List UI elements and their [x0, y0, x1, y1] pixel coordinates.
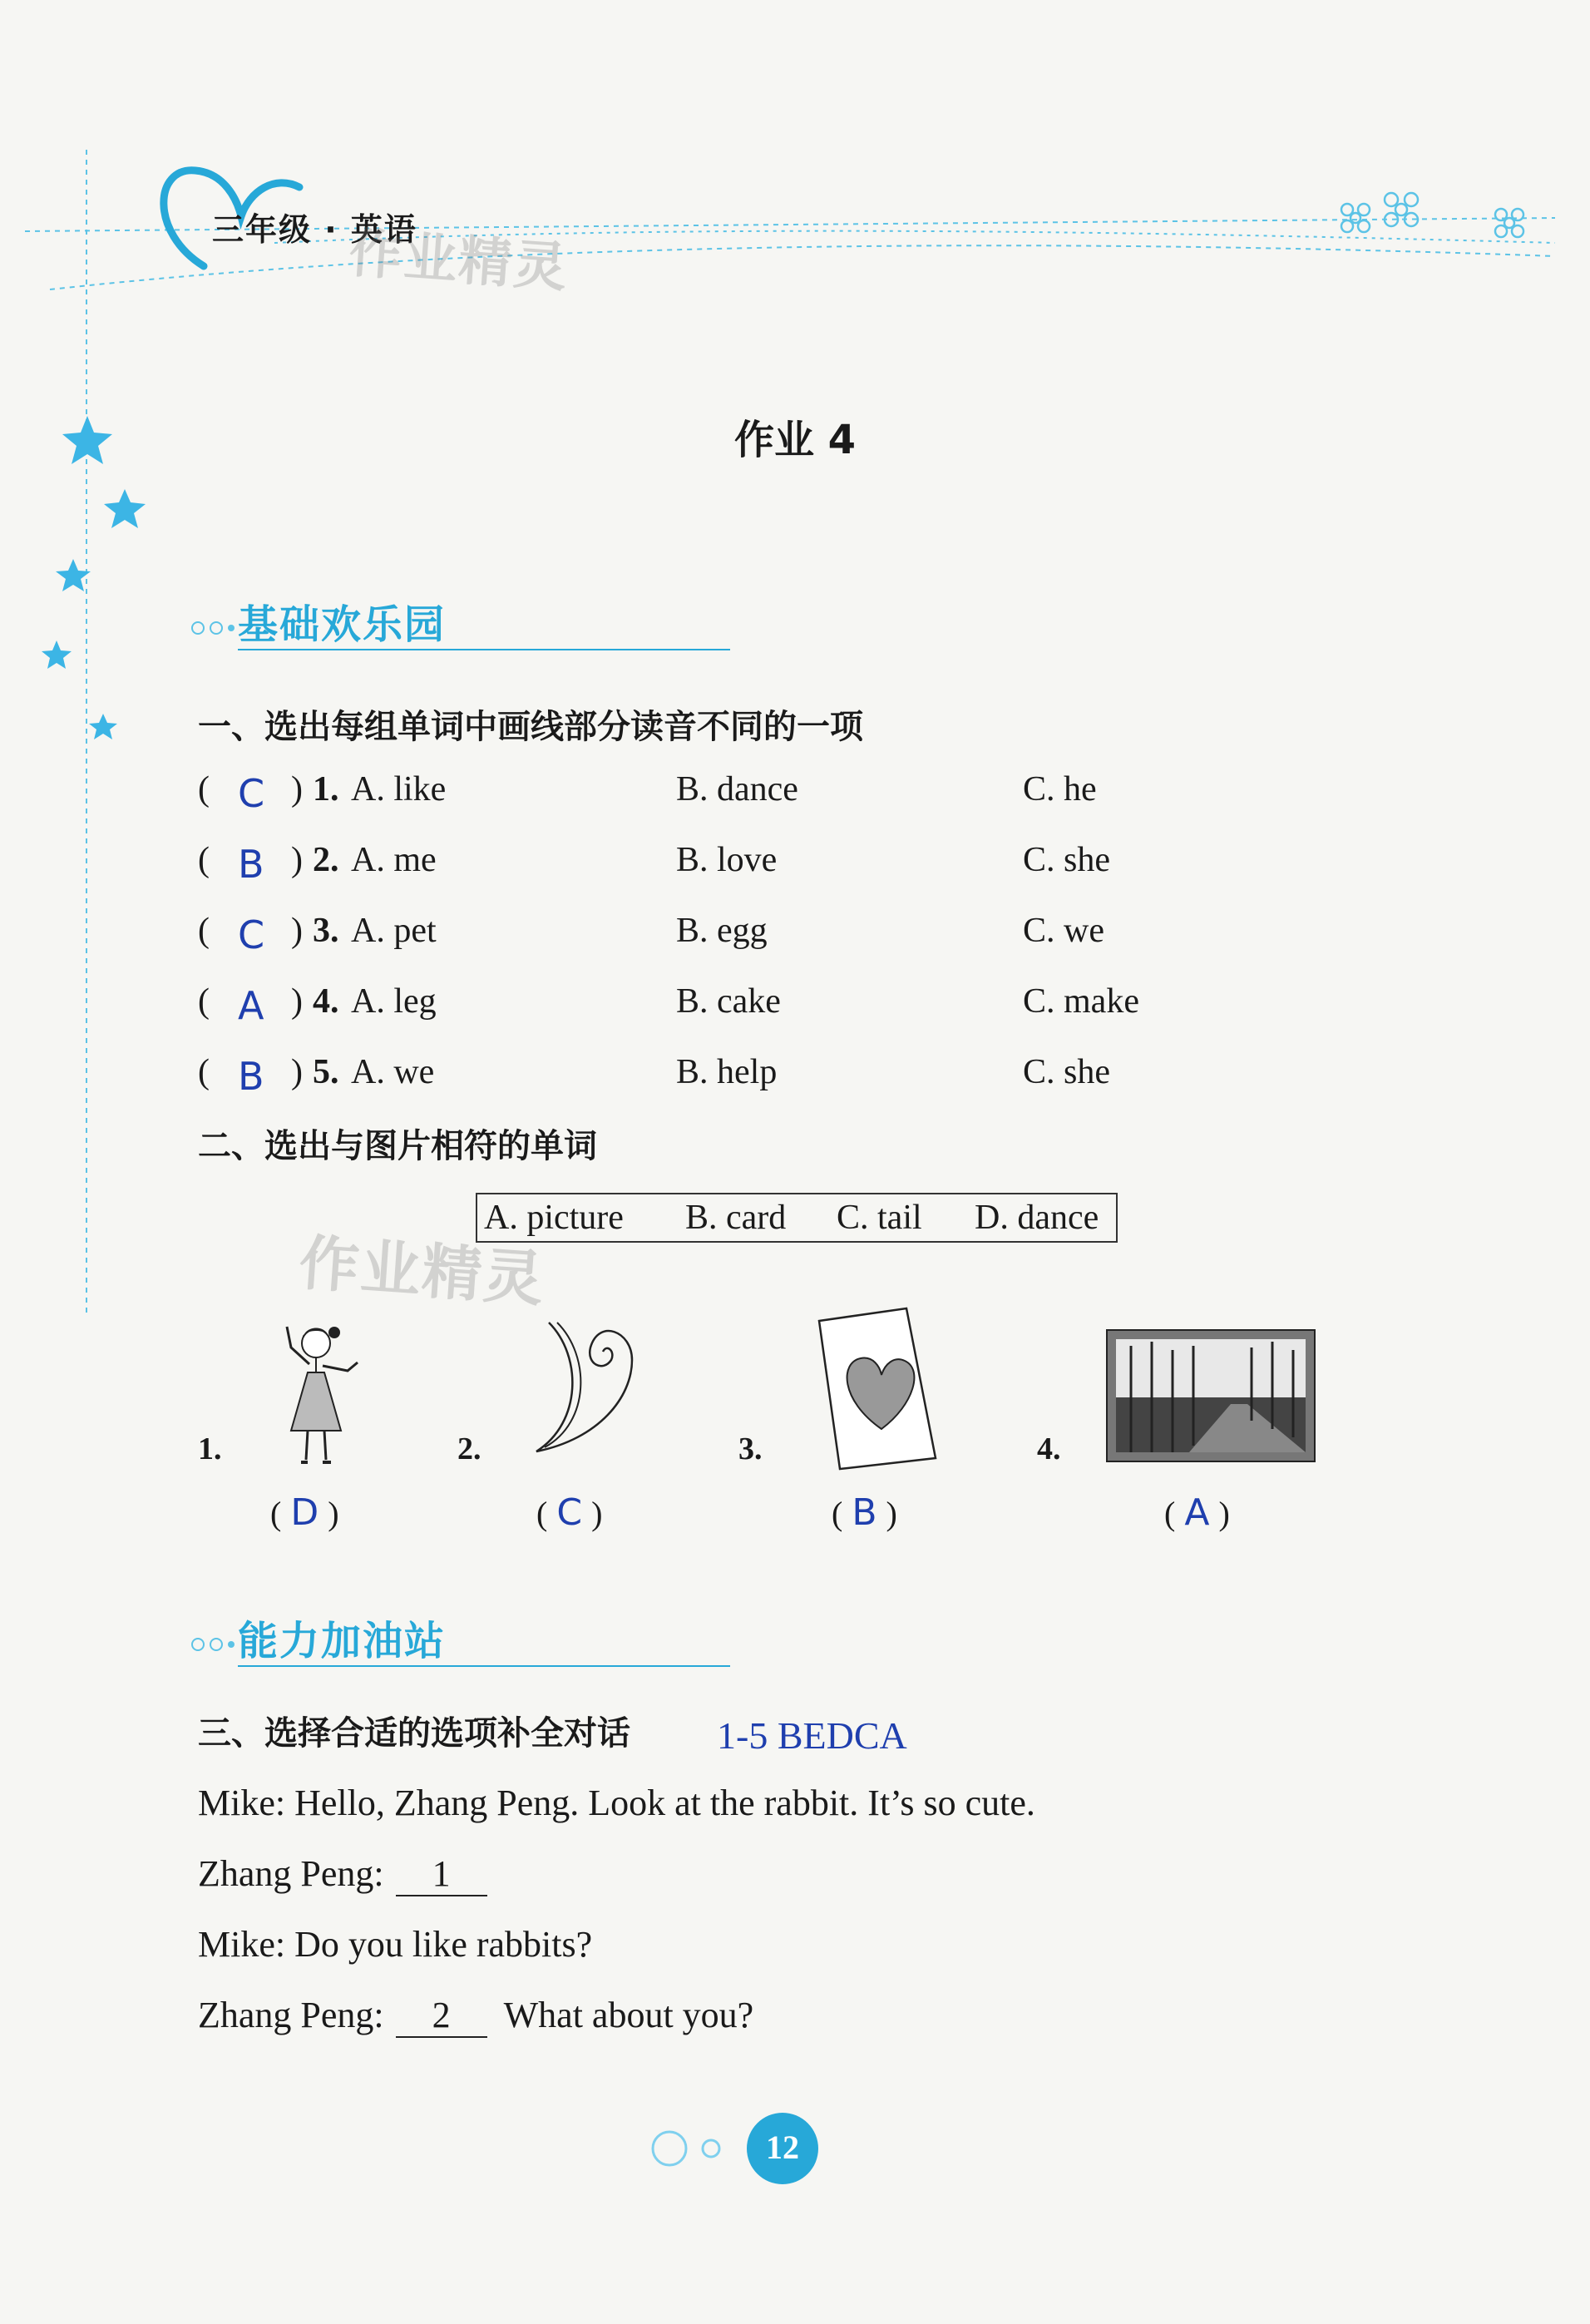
picture-number: 3. — [738, 1431, 763, 1466]
speaker: Zhang Peng: — [198, 1995, 384, 2035]
answer: B — [238, 1054, 264, 1099]
answer: D — [290, 1491, 319, 1534]
option-c: C. she — [1023, 1053, 1110, 1091]
picture-number: 2. — [457, 1431, 481, 1466]
question-number: 2. — [313, 841, 339, 879]
watermark: 作业精灵 — [347, 222, 570, 300]
word-options-box — [476, 1193, 1118, 1243]
section-title: 基础欢乐园 — [238, 601, 447, 648]
answer: C — [238, 771, 265, 816]
picture-answer: ( D ) — [270, 1491, 339, 1534]
question-number: 3. — [313, 912, 339, 950]
page-number: 12 — [766, 2129, 799, 2166]
picture-number: 4. — [1037, 1431, 1061, 1466]
watermark: 作业精灵 — [297, 1227, 548, 1315]
option-c: C. we — [1023, 912, 1104, 950]
word-option: C. tail — [837, 1199, 922, 1237]
flowers-icon — [1341, 193, 1523, 237]
blank-field[interactable]: 2 — [396, 1994, 487, 2038]
option-a: A. leg — [351, 982, 437, 1021]
option-b: B. egg — [676, 912, 768, 950]
dialog-text: Do you like rabbits? — [294, 1924, 593, 1965]
word-option: D. dance — [975, 1199, 1099, 1237]
option-c: C. make — [1023, 982, 1139, 1021]
answer: B — [238, 842, 264, 887]
option-b: B. help — [676, 1053, 778, 1091]
question-number: 5. — [313, 1053, 339, 1091]
question-row: ( C ) 1. A. like B. dance C. he — [198, 770, 1097, 816]
answer: B — [852, 1491, 877, 1534]
section-banner-ability — [190, 1599, 730, 1674]
part2-instruction: 二、选出与图片相符的单词 — [198, 1127, 597, 1165]
option-b: B. love — [676, 841, 778, 879]
dialog-line — [198, 1852, 504, 1896]
answer: A — [1184, 1491, 1210, 1534]
part3-instruction: 三、选择合适的选项补全对话 — [198, 1714, 630, 1753]
picture-number: 1. — [198, 1431, 222, 1466]
question-number: 1. — [313, 770, 339, 808]
part1-instruction: 一、选出每组单词中画线部分读音不同的一项 — [198, 708, 863, 746]
word-option: A. picture — [484, 1199, 624, 1237]
option-c: C. he — [1023, 770, 1097, 808]
section-banner-basic — [190, 582, 730, 657]
picture-answer: ( B ) — [832, 1491, 897, 1534]
question-row: ( C ) 3. A. pet B. egg C. we — [198, 912, 1104, 957]
question-number: 4. — [313, 982, 339, 1021]
word-option: B. card — [685, 1199, 787, 1237]
page-title: 作业 4 — [733, 417, 857, 463]
answer: A — [238, 983, 264, 1028]
dialog-text: What about you? — [503, 1995, 754, 2035]
answer: C — [238, 912, 265, 957]
landscape-picture-icon — [1106, 1329, 1316, 1462]
dialog-line — [198, 1923, 592, 1966]
dialog-line — [198, 1782, 1035, 1824]
dialog-text: Hello, Zhang Peng. Look at the rabbit. It’s so cute. — [294, 1783, 1035, 1823]
picture-answer: ( A ) — [1164, 1491, 1230, 1534]
picture-answer: ( C ) — [536, 1491, 603, 1534]
speaker: Mike: — [198, 1783, 286, 1823]
question-row: ( A ) 4. A. leg B. cake C. make — [198, 982, 1139, 1028]
question-row: ( B ) 5. A. we B. help C. she — [198, 1053, 1110, 1099]
page-dots-icon — [649, 2119, 740, 2178]
option-a: A. we — [351, 1053, 435, 1091]
dots-icon — [190, 617, 239, 639]
option-c: C. she — [1023, 841, 1110, 879]
dots-icon — [190, 1634, 239, 1655]
dialog-line — [198, 1994, 753, 2038]
speaker: Mike: — [198, 1924, 286, 1965]
grade-subject-label: 三年级 · 英语 — [212, 211, 417, 248]
blank-field[interactable]: 1 — [396, 1852, 487, 1896]
part3-answer: 1-5 BEDCA — [717, 1714, 907, 1757]
speaker: Zhang Peng: — [198, 1853, 384, 1894]
heart-card-icon — [815, 1304, 940, 1471]
answer: C — [556, 1491, 583, 1534]
option-a: A. pet — [351, 912, 437, 950]
section-title: 能力加油站 — [238, 1618, 447, 1664]
question-row: ( B ) 2. A. me B. love C. she — [198, 841, 1110, 887]
option-a: A. me — [351, 841, 437, 879]
option-b: B. cake — [676, 982, 781, 1021]
option-b: B. dance — [676, 770, 798, 808]
tail-icon — [532, 1314, 640, 1456]
option-a: A. like — [351, 770, 447, 808]
dancing-girl-icon — [274, 1314, 383, 1472]
